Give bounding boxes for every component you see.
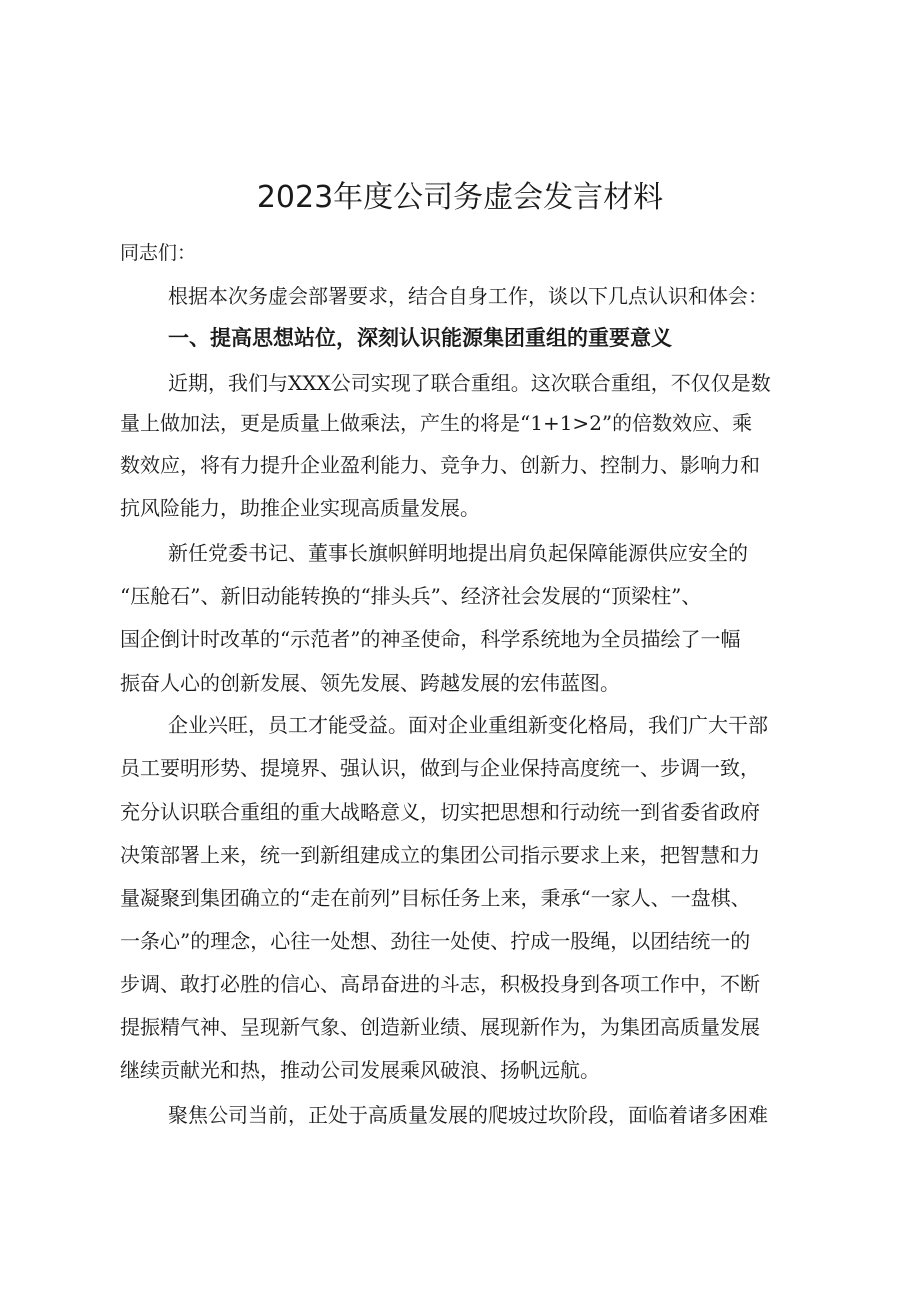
paragraph-line: 充分认识联合重组的重大战略意义，切实把思想和行动统一到省委省政府	[120, 800, 760, 824]
paragraph-line: 量凝聚到集团确立的“走在前列”目标任务上来，秉承“一家人、一盘棋、	[120, 886, 751, 910]
paragraph-line: 员工要明形势、提境界、强认识，做到与企业保持高度统一、步调一致，	[120, 756, 760, 780]
paragraph-line: 聚焦公司当前，正处于高质量发展的爬坡过坎阶段，面临着诸多困难	[168, 1103, 768, 1127]
paragraph-line: 提振精气神、呈现新气象、创造新业绩、展现新作为，为集团高质量发展	[120, 1015, 760, 1039]
intro-paragraph: 根据本次务虚会部署要求，结合自身工作，谈以下几点认识和体会：	[168, 284, 768, 308]
paragraph-line: 数效应，将有力提升企业盈利能力、竞争力、创新力、控制力、影响力和	[120, 453, 760, 477]
paragraph-line: 继续贡献光和热，推动公司发展乘风破浪、扬帆远航。	[120, 1058, 600, 1082]
section-heading: 一、提高思想站位，深刻认识能源集团重组的重要意义	[168, 326, 672, 350]
paragraph-line: 新任党委书记、董事长旗帜鲜明地提出肩负起保障能源供应安全的	[168, 541, 748, 565]
document-title: 2023年度公司务虚会发言材料	[256, 180, 664, 215]
paragraph-line: 企业兴旺，员工才能受益。面对企业重组新变化格局，我们广大干部	[168, 713, 768, 737]
salutation: 同志们：	[120, 242, 197, 264]
paragraph-line: 近期，我们与XXX公司实现了联合重组。这次联合重组，不仅仅是数	[168, 371, 771, 395]
paragraph-line: “压舱石”、新旧动能转换的“排头兵”、经济社会发展的“顶梁柱”、	[120, 584, 702, 608]
paragraph-line: 量上做加法，更是质量上做乘法，产生的将是“1+1>2”的倍数效应、乘	[120, 411, 753, 435]
paragraph-line: 决策部署上来，统一到新组建成立的集团公司指示要求上来，把智慧和力	[120, 843, 760, 867]
paragraph-line: 步调、敢打必胜的信心、高昂奋进的斗志，积极投身到各项工作中，不断	[120, 972, 760, 996]
paragraph-line: 一条心”的理念，心往一处想、劲往一处使、拧成一股绳，以团结统一的	[120, 929, 751, 953]
paragraph-line: 国企倒计时改革的“示范者”的神圣使命，科学系统地为全员描绘了一幅	[120, 627, 741, 651]
paragraph-line: 抗风险能力，助推企业实现高质量发展。	[120, 496, 480, 520]
paragraph-line: 振奋人心的创新发展、领先发展、跨越发展的宏伟蓝图。	[120, 671, 620, 695]
